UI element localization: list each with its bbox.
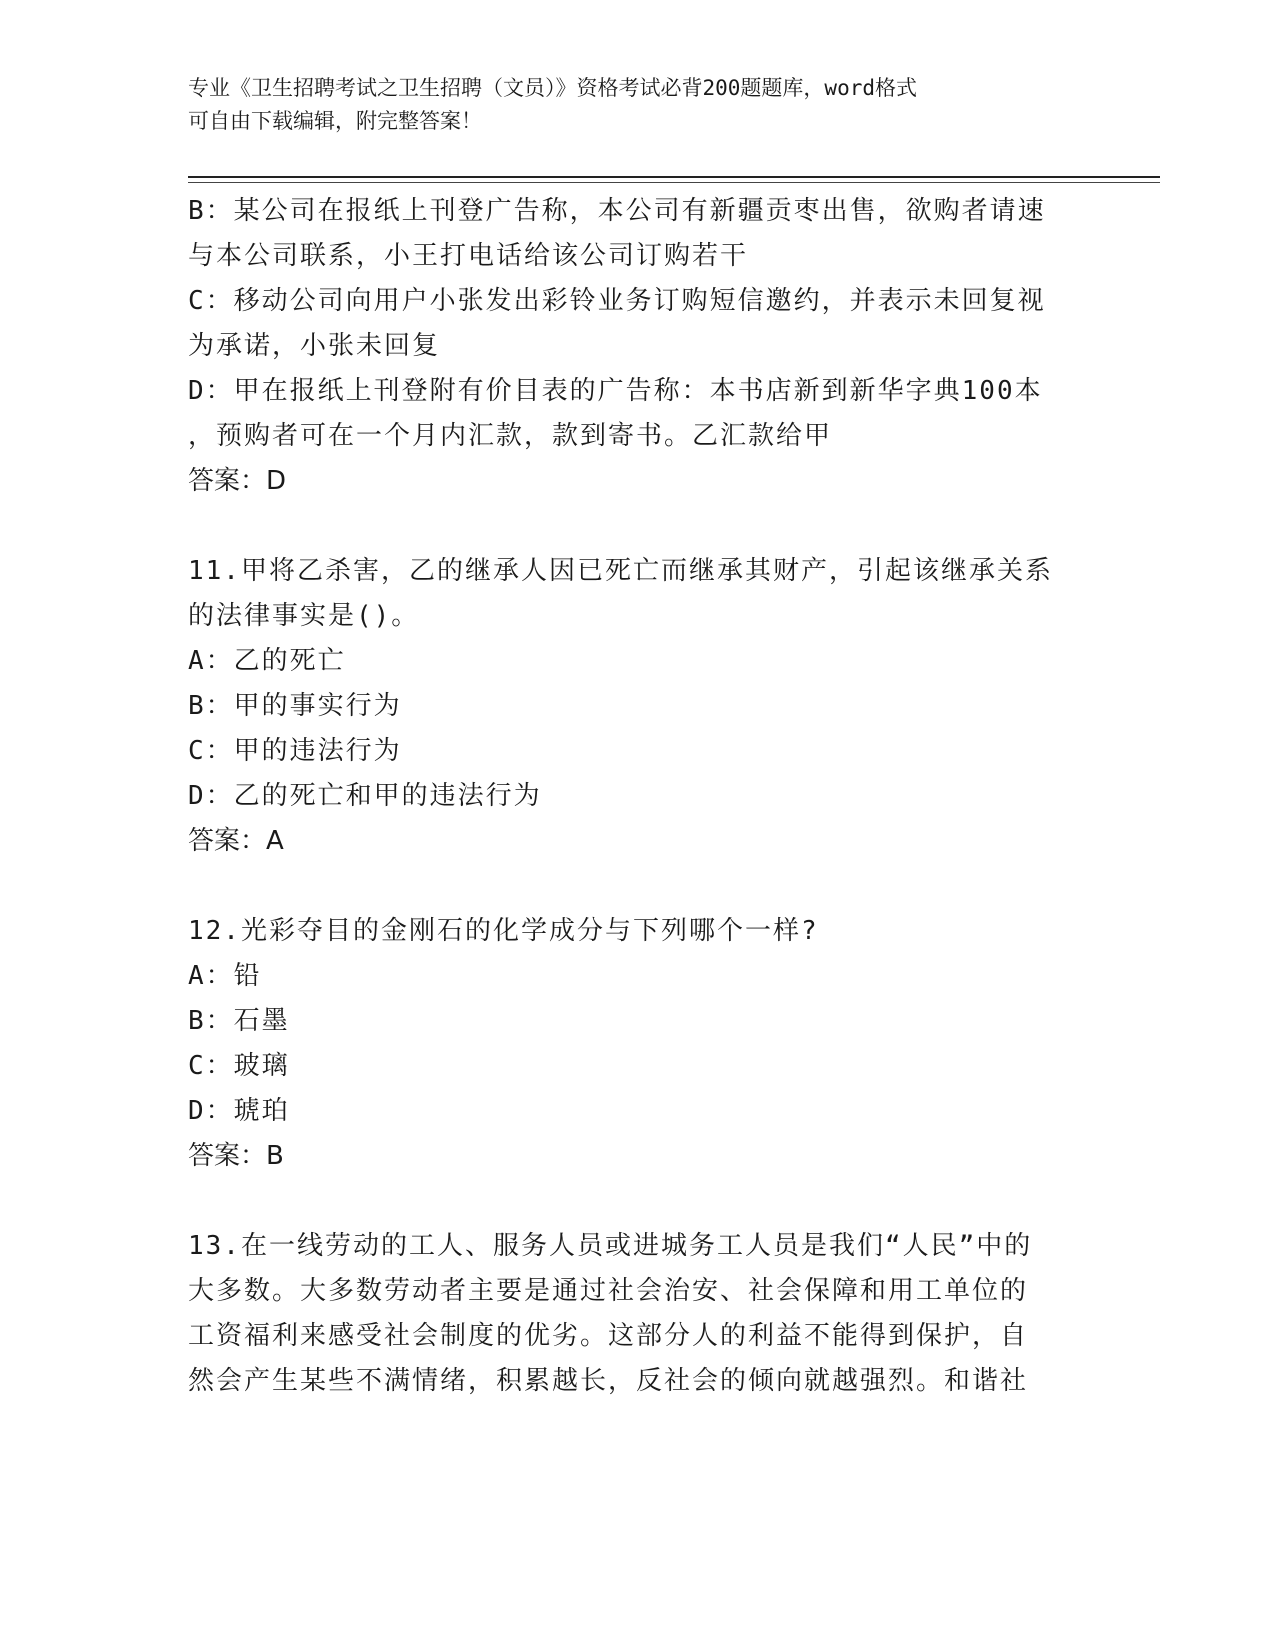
option-c: C：甲的违法行为 xyxy=(188,736,402,766)
question-stem-line-4: 然会产生某些不满情绪，积累越长，反社会的倾向就越强烈。和谐社 xyxy=(188,1366,1029,1396)
answer: 答案：B xyxy=(188,1141,284,1171)
option-b-line-2: 与本公司联系，小王打电话给该公司订购若干 xyxy=(188,241,749,271)
answer: 答案：D xyxy=(188,466,287,496)
question-stem-line-2: 的法律事实是()。 xyxy=(188,601,420,631)
question-stem-line-1: 13.在一线劳动的工人、服务人员或进城务工人员是我们“人民”中的 xyxy=(188,1231,1033,1261)
question-11 xyxy=(188,549,1088,864)
option-c-line-2: 为承诺，小张未回复 xyxy=(188,331,441,361)
header-rule-thin xyxy=(188,182,1160,183)
option-a: A：铅 xyxy=(188,961,262,991)
question-stem-line-3: 工资福利来感受社会制度的优劣。这部分人的利益不能得到保护，自 xyxy=(188,1321,1029,1351)
document-header xyxy=(188,72,1088,138)
question-12 xyxy=(188,909,1088,1179)
header-rule-thick xyxy=(188,176,1160,178)
question-spacer xyxy=(188,1179,1088,1224)
header-line-2: 可自由下载编辑，附完整答案！ xyxy=(188,109,482,133)
option-b-line-1: B：某公司在报纸上刊登广告称，本公司有新疆贡枣出售，欲购者请速 xyxy=(188,196,1046,226)
option-c: C：玻璃 xyxy=(188,1051,290,1081)
option-a: A：乙的死亡 xyxy=(188,646,346,676)
answer: 答案：A xyxy=(188,826,284,856)
question-10-continued xyxy=(188,189,1088,504)
option-b: B：甲的事实行为 xyxy=(188,691,402,721)
option-d-line-1: D：甲在报纸上刊登附有价目表的广告称：本书店新到新华字典100本 xyxy=(188,376,1043,406)
question-stem-line-1: 11.甲将乙杀害，乙的继承人因已死亡而继承其财产，引起该继承关系 xyxy=(188,556,1053,586)
question-spacer xyxy=(188,864,1088,909)
question-13 xyxy=(188,1224,1088,1404)
header-line-1: 专业《卫生招聘考试之卫生招聘（文员）》资格考试必背200题题库，word格式 xyxy=(188,76,917,100)
document-body xyxy=(188,189,1088,1404)
option-d: D：琥珀 xyxy=(188,1096,290,1126)
option-b: B：石墨 xyxy=(188,1006,290,1036)
question-stem: 12.光彩夺目的金刚石的化学成分与下列哪个一样? xyxy=(188,916,819,946)
question-spacer xyxy=(188,504,1088,549)
question-stem-line-2: 大多数。大多数劳动者主要是通过社会治安、社会保障和用工单位的 xyxy=(188,1276,1029,1306)
option-d-line-2: ，预购者可在一个月内汇款，款到寄书。乙汇款给甲 xyxy=(188,421,833,451)
option-c-line-1: C：移动公司向用户小张发出彩铃业务订购短信邀约，并表示未回复视 xyxy=(188,286,1046,316)
option-d: D：乙的死亡和甲的违法行为 xyxy=(188,781,542,811)
